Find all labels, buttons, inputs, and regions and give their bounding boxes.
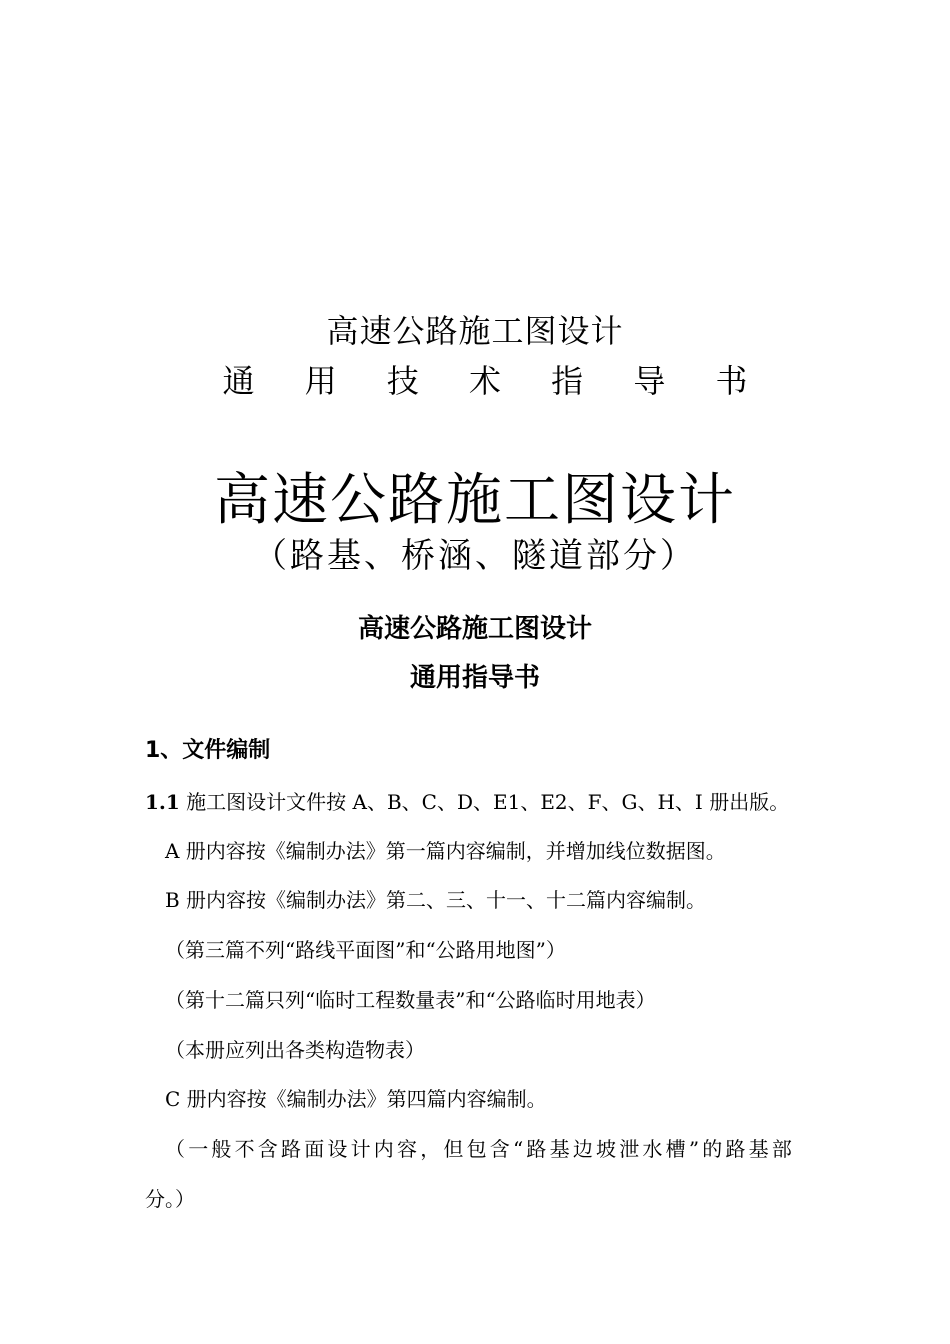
guide-title-line1: 高速公路施工图设计 bbox=[357, 614, 592, 644]
guide-title-line2: 通用指导书 bbox=[409, 663, 540, 693]
note-c1-part1: （一般不含路面设计内容，但包含“路基边坡泄水槽”的路基部 bbox=[165, 1137, 796, 1161]
note-c1-part2: 分。） bbox=[145, 1187, 195, 1211]
note-b1: （第三篇不列“路线平面图”和“公路用地图”） bbox=[165, 938, 566, 962]
cover-subtitle: 通 用 技 术 指 导 书 bbox=[222, 362, 768, 400]
line-a: A 册内容按《编制办法》第一篇内容编制，并增加线位数据图。 bbox=[165, 839, 726, 863]
note-b2: （第十二篇只列“临时工程数量表”和“公路临时用地表） bbox=[165, 988, 656, 1012]
item-text: 施工图设计文件按 A、B、C、D、E1、E2、F、G、H、I 册出版。 bbox=[186, 790, 790, 814]
cover-title: 高速公路施工图设计 bbox=[326, 312, 624, 350]
line-c: C 册内容按《编制办法》第四篇内容编制。 bbox=[165, 1087, 547, 1111]
note-b3: （本册应列出各类构造物表） bbox=[165, 1038, 425, 1062]
main-title: 高速公路施工图设计 bbox=[214, 468, 736, 533]
item-number: 1.1 bbox=[145, 790, 180, 814]
main-subtitle: （路基、桥涵、隧道部分） bbox=[253, 536, 697, 576]
item-1-1 bbox=[145, 786, 789, 815]
line-b: B 册内容按《编制办法》第二、三、十一、十二篇内容编制。 bbox=[165, 888, 707, 912]
section-heading: 1、文件编制 bbox=[145, 738, 271, 763]
